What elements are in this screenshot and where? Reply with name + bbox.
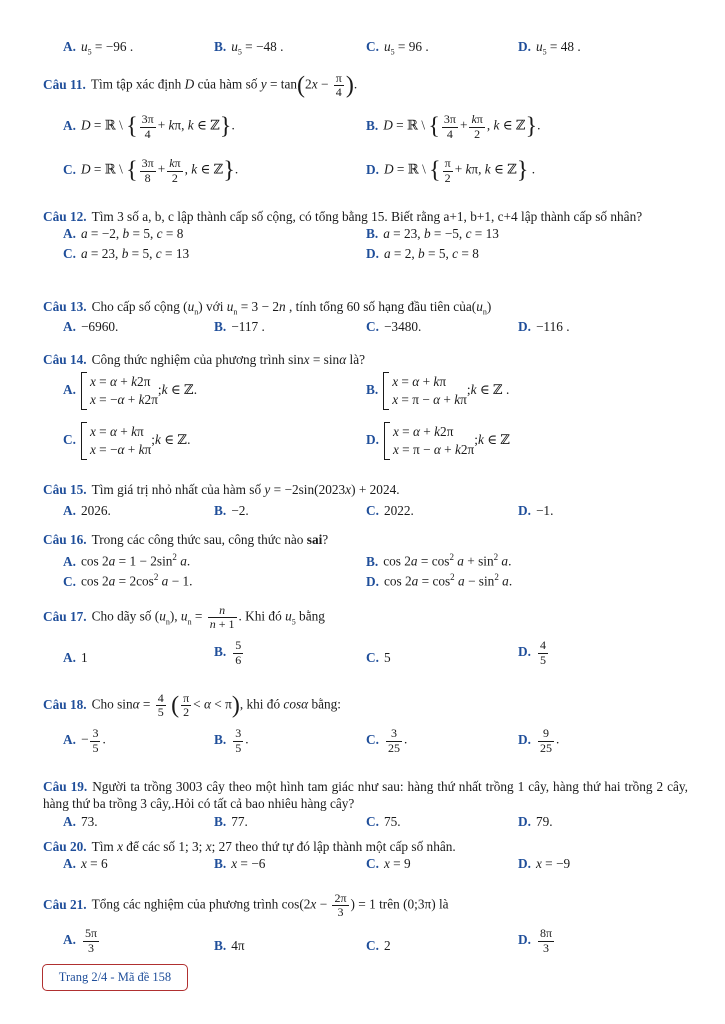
question-text: Câu 21. Tổng các nghiệm của phương trình cos(2x − $\frac{2\pi}{3}$ ) = 1 trên (0;3π) là: [43, 891, 449, 920]
question-text: Câu 18. Cho sinα = $\frac{4}{5}$ ( $\frac{\pi}{2}$ < α < π), khi đó cosα bằng:: [43, 691, 342, 720]
question-text: Câu 16. Trong các công thức sau, công thức nào sai?: [43, 532, 329, 547]
question-17: [43, 604, 688, 675]
options-row: [63, 109, 688, 149]
option-d: D. x = α + k2π x = π − α + k2π ;k ∈ ℤ: [366, 422, 510, 460]
option-b: B. 4π: [214, 938, 245, 954]
options-row: [63, 552, 688, 572]
question-text: Câu 15. Tìm giá trị nhỏ nhất của hàm số y = −2sin(2023x) + 2024.: [43, 482, 400, 497]
options-row: [63, 813, 688, 833]
question-13: [43, 298, 688, 338]
page-footer: Trang 2/4 - Mã đề 158: [42, 964, 188, 991]
option-d: D. $\frac{4}{5}$: [518, 638, 546, 667]
option-a: A. x = 6: [63, 856, 108, 872]
option-b: B. a = 23, b = −5, c = 13: [366, 226, 499, 242]
option-b: B. $u_5 = -48$ .: [214, 39, 284, 57]
option-d: D. −116 .: [518, 319, 570, 335]
prev-question-options: [43, 38, 688, 58]
option-b: B. x = α + kπ x = π − α + kπ ;k ∈ ℤ .: [366, 372, 509, 410]
options-row: [63, 418, 688, 462]
option-c: C. D = ℝ \ { $\frac{3\pi}{8}$ + $\frac{k\pi}{2}$ , k ∈ ℤ}.: [63, 156, 239, 185]
options-row: [63, 572, 688, 592]
option-b: B. x = −6: [214, 856, 266, 872]
question-text: Câu 20. Tìm x để các số 1; 3; x; 27 theo thứ tự đó lập thành một cấp số nhân.: [43, 839, 456, 854]
option-d: D. a = 2, b = 5, c = 8: [366, 246, 479, 262]
option-d: D. $\frac{8\pi}{3}$: [518, 926, 552, 955]
question-text: Câu 14. Công thức nghiệm của phương trình sinx = sinα là?: [43, 352, 365, 367]
option-d: D. D = ℝ \ { $\frac{\pi}{2}$ + kπ, k ∈ ℤ} .: [366, 156, 536, 185]
option-c: C. a = 23, b = 5, c = 13: [63, 246, 190, 262]
option-b: B. $\frac{5}{6}$: [214, 638, 242, 667]
option-a: A. D = ℝ \ { $\frac{3\pi}{4}$ + kπ, k ∈ ℤ}.: [63, 112, 235, 141]
question-20: [43, 838, 688, 875]
options-row: [63, 245, 688, 265]
option-b: B. −117 .: [214, 319, 265, 335]
option-b: B. D = ℝ \ { $\frac{3\pi}{4}$ + $\frac{k\pi}{2}$ , k ∈ ℤ}.: [366, 112, 541, 141]
question-text: Câu 12. Tìm 3 số a, b, c lập thành cấp số cộng, có tổng bằng 15. Biết rằng a+1, b+1, c+4 lập thành cấp số nhân?: [43, 209, 643, 224]
option-a: A. − $\frac{3}{5}$ .: [63, 726, 106, 755]
option-d: D. $u_5 = 48$ .: [518, 39, 581, 57]
option-c: C. 5: [366, 650, 391, 666]
question-14: [43, 351, 688, 462]
option-d: D. $\cos 2a = \cos^2 a - \sin^2 a$.: [366, 572, 513, 589]
options-row: [63, 727, 688, 763]
option-c: C. −3480.: [366, 319, 422, 335]
options-row: [63, 855, 688, 875]
question-15: [43, 481, 688, 522]
option-b: B. 77.: [214, 813, 248, 829]
option-a: A. 2026.: [63, 503, 111, 519]
option-d: D. 79.: [518, 813, 553, 829]
question-18: [43, 692, 688, 763]
options-row: [63, 502, 688, 522]
option-c: C. 2022.: [366, 503, 414, 519]
option-d: D. $\frac{9}{25}$ .: [518, 726, 560, 755]
option-a: A. $\cos 2a = 1 - 2\sin^2$ a.: [63, 552, 191, 569]
question-21: [43, 892, 688, 963]
question-text: Câu 11. Tìm tập xác định D của hàm số y = tan(2x − $\frac{\pi}{4}$ ).: [43, 71, 358, 100]
question-text: Câu 13. Cho cấp số cộng $(u_n)$ với $u_n = 3 - 2n$ , tính tổng 60 số hạng đầu tiên $của(u_n)$: [43, 299, 492, 317]
option-c: C. x = α + kπ x = −α + kπ ;k ∈ ℤ.: [63, 422, 190, 460]
option-b: B. −2.: [214, 503, 249, 519]
option-b: B. $\frac{3}{5}$ .: [214, 726, 249, 755]
option-a: A. 73.: [63, 813, 98, 829]
option-d: D. −1.: [518, 503, 554, 519]
question-text: Câu 17. Cho dãy số $(u_n)$, $u_n$ = $\frac{n}{n + 1}$ . Khi đó $u_5$ bằng: [43, 603, 325, 632]
option-a: A. 1: [63, 650, 88, 666]
option-c: C. $\cos 2a = 2\cos^2$ a − 1.: [63, 572, 193, 589]
option-c: C. 75.: [366, 813, 401, 829]
option-a: A. $u_5 = -96$ .: [63, 39, 134, 57]
question-19: [43, 778, 688, 833]
option-c: C. $u_5 = 96$ .: [366, 39, 429, 57]
options-row: [63, 318, 688, 338]
question-12: [43, 208, 688, 265]
option-b: B. $\cos 2a = \cos^2 a + \sin^2 a$.: [366, 552, 512, 569]
question-text: Câu 19. Người ta trồng 3003 cây theo một hình tam giác như sau: hàng thứ nhất trồng 1 cây, hàng thứ hai trồng 2 cây, hàng thứ ba trồng 3 cây,.Hỏi có tất cả bao nhiêu hàng cây?: [43, 779, 688, 812]
options-row: [63, 368, 688, 412]
option-d: D. x = −9: [518, 856, 571, 872]
question-16: [43, 531, 688, 592]
question-11: [43, 72, 688, 193]
option-a: A. −6960.: [63, 319, 119, 335]
options-row: [63, 225, 688, 245]
option-c: C. 2: [366, 938, 391, 954]
option-c: C. x = 9: [366, 856, 411, 872]
options-row: [63, 639, 688, 675]
option-a: A. x = α + k2π x = −α + k2π ;k ∈ ℤ.: [63, 372, 197, 410]
options-row: [63, 927, 688, 963]
option-a: A. $\frac{5\pi}{3}$: [63, 926, 97, 955]
option-c: C. $\frac{3}{25}$ .: [366, 726, 408, 755]
option-a: A. a = −2, b = 5, c = 8: [63, 226, 184, 242]
options-row: [63, 38, 688, 58]
options-row: [63, 153, 688, 193]
